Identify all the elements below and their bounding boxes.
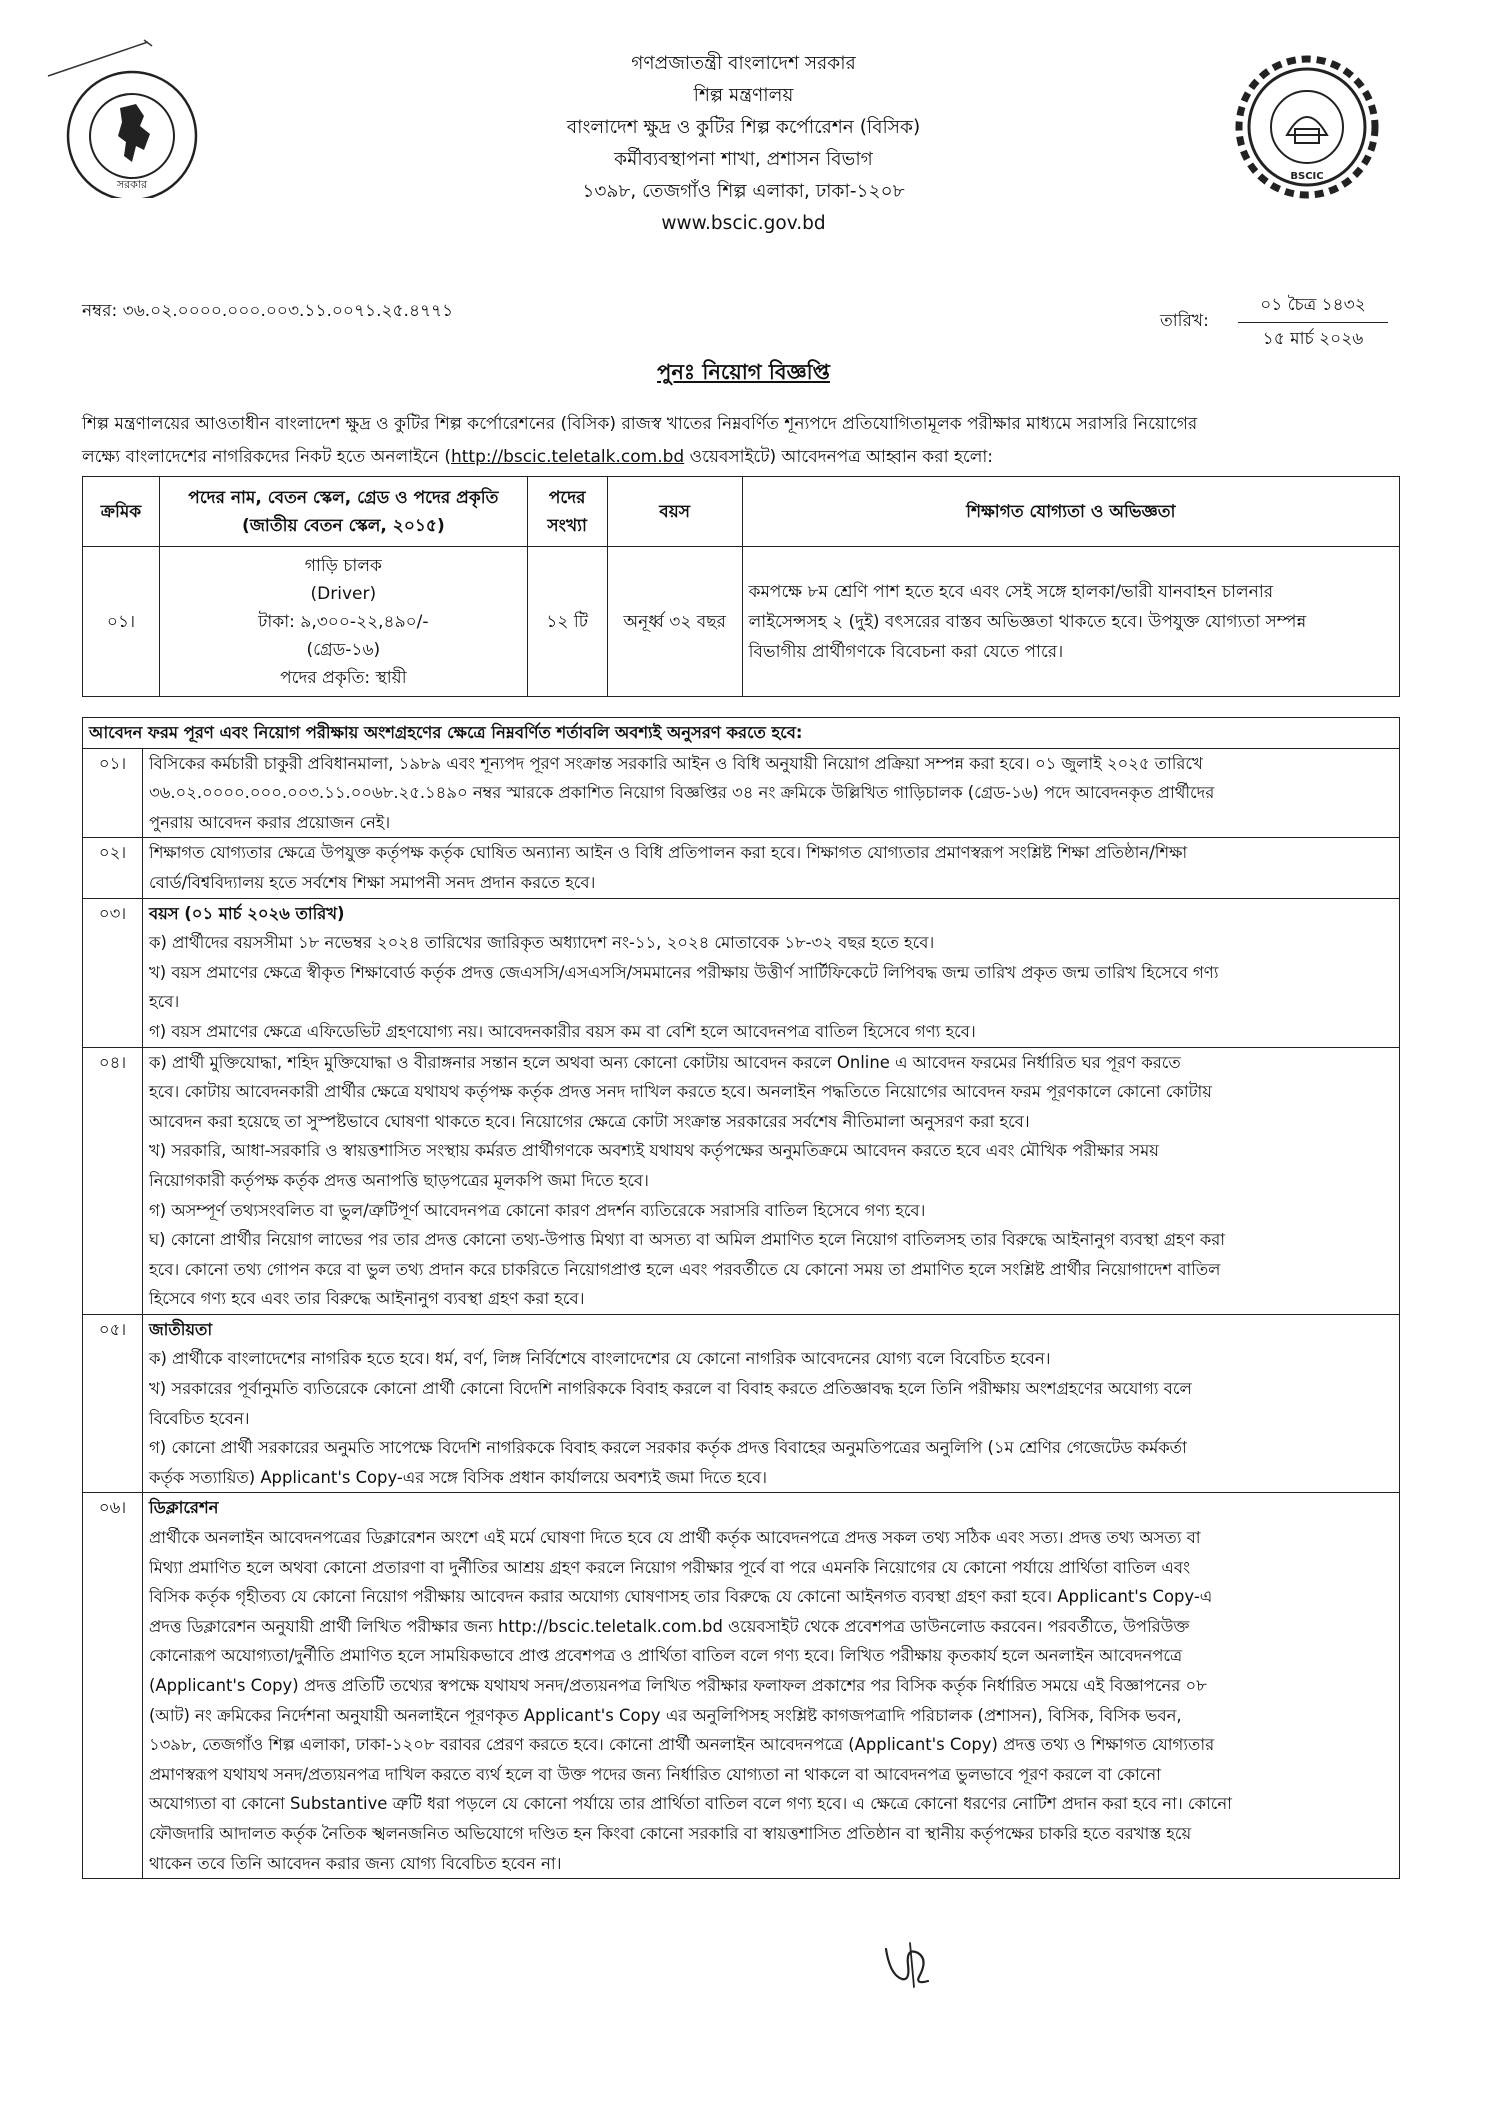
post-table-row xyxy=(83,547,1400,697)
condition-line: আবেদন করা হয়েছে তা সুস্পষ্টভাবে ঘোষণা থাকতে হবে। নিয়োগের ক্ষেত্রে কোটা সংক্রান্ত সরকারের সর্বশেষ নীতিমালা অনুসরণ করা হবে। xyxy=(149,1111,1030,1131)
intro-line-2-pre: লক্ষ্যে বাংলাদেশের নাগরিকদের নিকট হতে অনলাইনে ( xyxy=(82,447,451,467)
condition-line: ১৩৯৮, তেজগাঁও শিল্প এলাকা, ঢাকা-১২০৮ বরাবর প্রেরণ করতে হবে। কোনো প্রার্থী অনলাইন আবেদনপত্রে (Applicant's Copy) প্রদত্ত তথ্য ও শিক্ষাগত যোগ্যতার xyxy=(149,1735,1215,1755)
condition-line: হবে। কোনো তথ্য গোপন করে বা ভুল তথ্য প্রদান করে চাকরিতে নিয়োগপ্রাপ্ত হলে এবং পরবর্তীতে যে কোনো সময় তা প্রমাণিত হলে সংশ্লিষ্ট প্রার্থীর নিয়োগাদেশ বাতিল xyxy=(149,1259,1221,1279)
header-post-name: পদের নাম, বেতন স্কেল, গ্রেড ও পদের প্রকৃতি (জাতীয় বেতন স্কেল, ২০১৫) xyxy=(159,477,527,547)
signature-icon xyxy=(880,1935,940,1990)
conditions-table xyxy=(82,717,1400,1879)
intro-line-1: শিল্প মন্ত্রণালয়ের আওতাধীন বাংলাদেশ ক্ষুদ্র ও কুটির শিল্প কর্পোরেশনের (বিসিক) রাজস্ব খাতের নিম্নবর্ণিত শূন্যপদে প্রতিযোগিতামূলক পরীক্ষার মাধ্যমে সরাসরি নিয়োগের xyxy=(82,414,1198,434)
condition-line: গ) কোনো প্রার্থী সরকারের অনুমতি সাপেক্ষে বিদেশি নাগরিককে বিবাহ করলে সরকার কর্তৃক প্রদত্ত বিবাহের অনুমতিপত্রের অনুলিপি (১ম শ্রেণির গেজেটেড কর্মকর্তা xyxy=(149,1438,1187,1458)
condition-body xyxy=(143,1047,1400,1314)
post-serial: ০১। xyxy=(83,547,160,697)
condition-number: ০২। xyxy=(83,838,143,898)
post-name-english: (Driver) xyxy=(310,583,377,604)
condition-line: বোর্ড/বিশ্ববিদ্যালয় হতে সর্বশেষ শিক্ষা সমাপনী সনদ প্রদান করতে হবে। xyxy=(149,872,596,892)
header-division: কর্মীব্যবস্থাপনা শাখা, প্রশাসন বিভাগ xyxy=(614,149,873,170)
post-age: অনূর্ধ্ব ৩২ বছর xyxy=(607,547,742,697)
condition-line: হিসেবে গণ্য হবে এবং তার বিরুদ্ধে আইনানুগ ব্যবস্থা গ্রহণ করা হবে। xyxy=(149,1289,585,1309)
svg-text:BSCIC: BSCIC xyxy=(1290,171,1324,182)
condition-line: থাকেন তবে তিনি আবেদন করার জন্য যোগ্য বিবেচিত হবেন না। xyxy=(149,1853,562,1873)
condition-title: বয়স (০১ মার্চ ২০২৬ তারিখ) xyxy=(149,903,345,923)
condition-line: বিসিকের কর্মচারী চাকুরী প্রবিধানমালা, ১৯৮৯ এবং শূন্যপদ পূরণ সংক্রান্ত সরকারি আইন ও বিধি অনুযায়ী নিয়োগ প্রক্রিয়া সম্পন্ন করা হবে। ০১ জুলাই ২০২৫ তারিখে xyxy=(149,753,1203,773)
condition-line: গ) বয়স প্রমাণের ক্ষেত্রে এফিডেভিট গ্রহণযোগ্য নয়। আবেদনকারীর বয়স কম বা বেশি হলে আবেদনপত্র বাতিল হিসেবে গণ্য হবে। xyxy=(149,1021,976,1041)
condition-line: (Applicant's Copy) প্রদত্ত প্রতিটি তথ্যের স্বপক্ষে যথাযথ সনদ/প্রত্যয়নপত্র লিখিত পরীক্ষার ফলাফল প্রকাশের পর বিসিক কর্তৃক নির্ধারিত সময়ে এই বিজ্ঞাপনের ০৮ xyxy=(149,1676,1207,1695)
condition-number: ০৩। xyxy=(83,898,143,1047)
condition-line: কর্তৃক সত্যায়িত) Applicant's Copy-এর সঙ্গে বিসিক প্রধান কার্যালয়ে অবশ্যই জমা দিতে হবে। xyxy=(149,1467,768,1487)
condition-line: অযোগ্যতা বা কোনো Substantive ত্রুটি ধরা পড়লে যে কোনো পর্যায়ে তার প্রার্থিতা বাতিল বলে গণ্য হবে। এ ক্ষেত্রে কোনো ধরণের নোটিশ প্রদান করা হবে না। কোনো xyxy=(149,1794,1232,1814)
header-post-count: পদের সংখ্যা xyxy=(527,477,607,547)
qualification-line-1: কমপক্ষে ৮ম শ্রেণি পাশ হতে হবে এবং সেই সঙ্গে হালকা/ভারী যানবাহন চালনার xyxy=(748,581,1274,602)
condition-body xyxy=(143,1493,1400,1879)
condition-body xyxy=(143,748,1400,838)
header-serial: ক্রমিক xyxy=(83,477,160,547)
post-salary: টাকা: ৯,৩০০-২২,৪৯০/- xyxy=(258,611,429,632)
post-count: ১২ টি xyxy=(527,547,607,697)
conditions-heading: আবেদন ফরম পূরণ এবং নিয়োগ পরীক্ষায় অংশগ্রহণের ক্ষেত্রে নিম্নবর্ণিত শর্তাবলি অবশ্যই অনুসরণ করতে হবে: xyxy=(83,718,1400,749)
condition-body xyxy=(143,1314,1400,1493)
qualification-line-2: লাইসেন্সসহ ২ (দুই) বৎসরের বাস্তব অভিজ্ঞতা থাকতে হবে। উপযুক্ত যোগ্যতা সম্পন্ন xyxy=(748,611,1307,632)
application-website-link[interactable]: http://bscic.teletalk.com.bd xyxy=(450,447,685,467)
condition-body xyxy=(143,838,1400,898)
condition-line: ৩৬.০২.০০০০.০০০.০০৩.১১.০০৬৮.২৫.১৪৯০ নম্বর স্মারকে প্রকাশিত নিয়োগ বিজ্ঞপ্তির ৩৪ নং ক্রমিকে উল্লিখিত গাড়িচালক (গ্রেড-১৬) পদে আবেদনকৃত প্রার্থীদের xyxy=(149,783,1215,803)
condition-number: ০৫। xyxy=(83,1314,143,1493)
condition-item-02 xyxy=(83,838,1400,898)
condition-number: ০৪। xyxy=(83,1047,143,1314)
condition-line: মিথ্যা প্রমাণিত হলে অথবা কোনো প্রতারণা বা দুর্নীতির আশ্রয় গ্রহণ করলে নিয়োগ পরীক্ষার পূর্বে বা পরে এমনকি নিয়োগের যে কোনো পর্যায়ে প্রার্থিতা বাতিল এবং xyxy=(149,1557,1191,1577)
post-table xyxy=(82,476,1400,697)
condition-item-03 xyxy=(83,898,1400,1047)
condition-line: প্রমাণস্বরূপ যথাযথ সনদ/প্রত্যয়নপত্র দাখিল করতে ব্যর্থ হলে বা উক্ত পদের জন্য নির্ধারিত যোগ্যতা না থাকলে বা আবেদনপত্র ভুলভাবে পূরণ করলে বা কোনো xyxy=(149,1764,1161,1784)
condition-line: ঘ) কোনো প্রার্থীর নিয়োগ লাভের পর তার প্রদত্ত কোনো তথ্য-উপাত্ত মিথ্যা বা অসত্য বা অমিল প্রমাণিত হলে নিয়োগ বাতিলসহ তার বিরুদ্ধে আইনানুগ ব্যবস্থা গ্রহণ করা xyxy=(149,1230,1226,1250)
header-address: ১৩৯৮, তেজগাঁও শিল্প এলাকা, ঢাকা-১২০৮ xyxy=(582,181,905,202)
conditions-heading-row xyxy=(83,718,1400,749)
condition-title: ডিক্লারেশন xyxy=(149,1498,219,1518)
qualification-line-3: বিভাগীয় প্রার্থীগণকে বিবেচনা করা যেতে পারে। xyxy=(748,641,1064,662)
condition-title: জাতীয়তা xyxy=(149,1319,213,1339)
condition-line: নিয়োগকারী কর্তৃপক্ষ কর্তৃক প্রদত্ত অনাপত্তি ছাড়পত্রের মূলকপি জমা দিতে হবে। xyxy=(149,1170,649,1190)
header-corporation: বাংলাদেশ ক্ষুদ্র ও কুটির শিল্প কর্পোরেশন (বিসিক) xyxy=(566,117,921,138)
post-name: গাড়ি চালক xyxy=(304,555,382,576)
intro-paragraph xyxy=(82,408,1402,474)
condition-item-01 xyxy=(83,748,1400,838)
condition-line: প্রার্থীকে অনলাইন আবেদনপত্রের ডিক্লারেশন অংশে এই মর্মে ঘোষণা দিতে হবে যে প্রার্থী কর্তৃক আবেদনপত্রে প্রদত্ত সকল তথ্য সঠিক এবং সত্য। প্রদত্ত তথ্য অসত্য বা xyxy=(149,1528,1201,1548)
post-details xyxy=(159,547,527,697)
condition-number: ০১। xyxy=(83,748,143,838)
post-grade: (গ্রেড-১৬) xyxy=(306,639,381,660)
header-website: www.bscic.gov.bd xyxy=(661,213,826,234)
condition-line: খ) বয়স প্রমাণের ক্ষেত্রে স্বীকৃত শিক্ষাবোর্ড কর্তৃক প্রদত্ত জেএসসি/এসএসসি/সমমানের পরীক্ষায় উত্তীর্ণ সার্টিফিকেটে লিপিবদ্ধ জন্ম তারিখ প্রকৃত জন্ম তারিখ হিসেবে গণ্য xyxy=(149,962,1219,982)
condition-line: বিবেচিত হবেন। xyxy=(149,1408,250,1428)
date-label: তারিখ: xyxy=(1160,311,1209,331)
post-nature: পদের প্রকৃতি: স্থায়ী xyxy=(280,667,407,688)
condition-line: খ) সরকারের পূর্বানুমতি ব্যতিরেকে কোনো প্রার্থী কোনো বিদেশি নাগরিককে বিবাহ করলে বা বিবাহ করতে প্রতিজ্ঞাবদ্ধ হলে তিনি পরীক্ষায় অংশগ্রহণের অযোগ্য বলে xyxy=(149,1379,1192,1399)
condition-line: গ) অসম্পূর্ণ তথ্যসংবলিত বা ভুল/ত্রুটিপূর্ণ আবেদনপত্র কোনো কারণ প্রদর্শন ব্যতিরেকে সরাসরি বাতিল হিসেবে গণ্য হবে। xyxy=(149,1200,926,1220)
condition-line: হবে। কোটায় আবেদনকারী প্রার্থীর ক্ষেত্রে যথাযথ কর্তৃপক্ষ কর্তৃক প্রদত্ত সনদ দাখিল করতে হবে। অনলাইন পদ্ধতিতে নিয়োগের আবেদন ফরম পূরণকালে কোনো কোটায় xyxy=(149,1082,1212,1102)
notice-title: পুনঃ নিয়োগ বিজ্ঞপ্তি xyxy=(657,360,830,384)
condition-line: পুনরায় আবেদন করার প্রয়োজন নেই। xyxy=(149,812,391,832)
header-qualification: শিক্ষাগত যোগ্যতা ও অভিজ্ঞতা xyxy=(742,477,1399,547)
condition-line: ক) প্রার্থীদের বয়সসীমা ১৮ নভেম্বর ২০২৪ তারিখের জারিকৃত অধ্যাদেশ নং-১১, ২০২৪ মোতাবেক ১৮-৩২ বছর হতে হবে। xyxy=(149,933,935,953)
condition-line: ফৌজদারি আদালত কর্তৃক নৈতিক স্খলনজনিত অভিযোগে দণ্ডিত হন কিংবা কোনো সরকারি বা স্বায়ত্তশাসিত প্রতিষ্ঠান বা স্থানীয় কর্তৃপক্ষের চাকরি হতে বরখাস্ত হয়ে xyxy=(149,1823,1192,1843)
header-ministry: শিল্প মন্ত্রণালয় xyxy=(693,85,794,106)
intro-line-2-post: ওয়েবসাইটে) আবেদনপত্র আহ্বান করা হলো: xyxy=(684,447,994,467)
condition-line: শিক্ষাগত যোগ্যতার ক্ষেত্রে উপযুক্ত কর্তৃপক্ষ কর্তৃক ঘোষিত অন্যান্য আইন ও বিধি প্রতিপালন করা হবে। শিক্ষাগত যোগ্যতার প্রমাণস্বরূপ সংশ্লিষ্ট শিক্ষা প্রতিষ্ঠান/শিক্ষা xyxy=(149,843,1188,863)
date-bangla: ০১ চৈত্র ১৪৩২ xyxy=(1238,292,1388,323)
condition-line: (আট) নং ক্রমিকের নির্দেশনা অনুযায়ী অনলাইনে পূরণকৃত Applicant's Copy এর অনুলিপিসহ সংশ্লিষ্ট কাগজপত্রাদি পরিচালক (প্রশাসন), বিসিক, বিসিক ভবন, xyxy=(149,1705,1182,1725)
condition-line: কোনোরূপ অযোগ্যতা/দুর্নীতি প্রমাণিত হলে সাময়িকভাবে প্রাপ্ত প্রবেশপত্র ও প্রার্থিতা বাতিল বলে গণ্য হবে। লিখিত পরীক্ষায় কৃতকার্য হলে অনলাইন আবেদনপত্রে xyxy=(149,1646,1183,1666)
condition-body xyxy=(143,898,1400,1047)
memo-number: নম্বর: ৩৬.০২.০০০০.০০০.০০৩.১১.০০৭১.২৫.৪৭৭১ xyxy=(82,301,454,321)
condition-line: বিসিক কর্তৃক গৃহীতব্য যে কোনো নিয়োগ পরীক্ষায় আবেদন করার অযোগ্য ঘোষণাসহ তার বিরুদ্ধে যে কোনো আইনগত ব্যবস্থা গ্রহণ করা হবে। Applicant's Copy-এ xyxy=(149,1587,1213,1607)
header-age: বয়স xyxy=(607,477,742,547)
condition-line: ক) প্রার্থী মুক্তিযোদ্ধা, শহিদ মুক্তিযোদ্ধা ও বীরাঙ্গনার সন্তান হলে অথবা অন্য কোনো কোটায় আবেদন করলে Online এ আবেদন ফরমের নির্ধারিত ঘর পূরণ করতে xyxy=(149,1052,1181,1072)
condition-line: প্রদত্ত ডিক্লারেশন অনুযায়ী প্রার্থী লিখিত পরীক্ষার জন্য http://bscic.teletalk.com.bd ওয়েবসাইট থেকে প্রবেশপত্র ডাউনলোড করবেন। পরবর্তীতে, উপরিউক্ত xyxy=(149,1616,1190,1636)
condition-line: ক) প্রার্থীকে বাংলাদেশের নাগরিক হতে হবে। ধর্ম, বর্ণ, লিঙ্গ নির্বিশেষে বাংলাদেশের যে কোনো নাগরিক আবেদনের যোগ্য বলে বিবেচিত হবেন। xyxy=(149,1349,1051,1369)
date-english: ১৫ মার্চ ২০২৬ xyxy=(1262,329,1364,349)
condition-number: ০৬। xyxy=(83,1493,143,1879)
header-government-name: গণপ্রজাতন্ত্রী বাংলাদেশ সরকার xyxy=(631,53,856,74)
condition-item-04 xyxy=(83,1047,1400,1314)
svg-text:সরকার: সরকার xyxy=(116,178,148,191)
condition-line: খ) সরকারি, আধা-সরকারি ও স্বায়ত্তশাসিত সংস্থায় কর্মরত প্রার্থীগণকে অবশ্যই যথাযথ কর্তৃপক্ষের অনুমতিক্রমে আবেদন করতে হবে এবং মৌখিক পরীক্ষার সময় xyxy=(149,1141,1159,1161)
intro-line-2 xyxy=(82,441,1402,474)
condition-item-06 xyxy=(83,1493,1400,1879)
post-table-header-row xyxy=(83,477,1400,547)
post-qualification xyxy=(742,547,1399,697)
condition-item-05 xyxy=(83,1314,1400,1493)
condition-line: হবে। xyxy=(149,992,180,1012)
